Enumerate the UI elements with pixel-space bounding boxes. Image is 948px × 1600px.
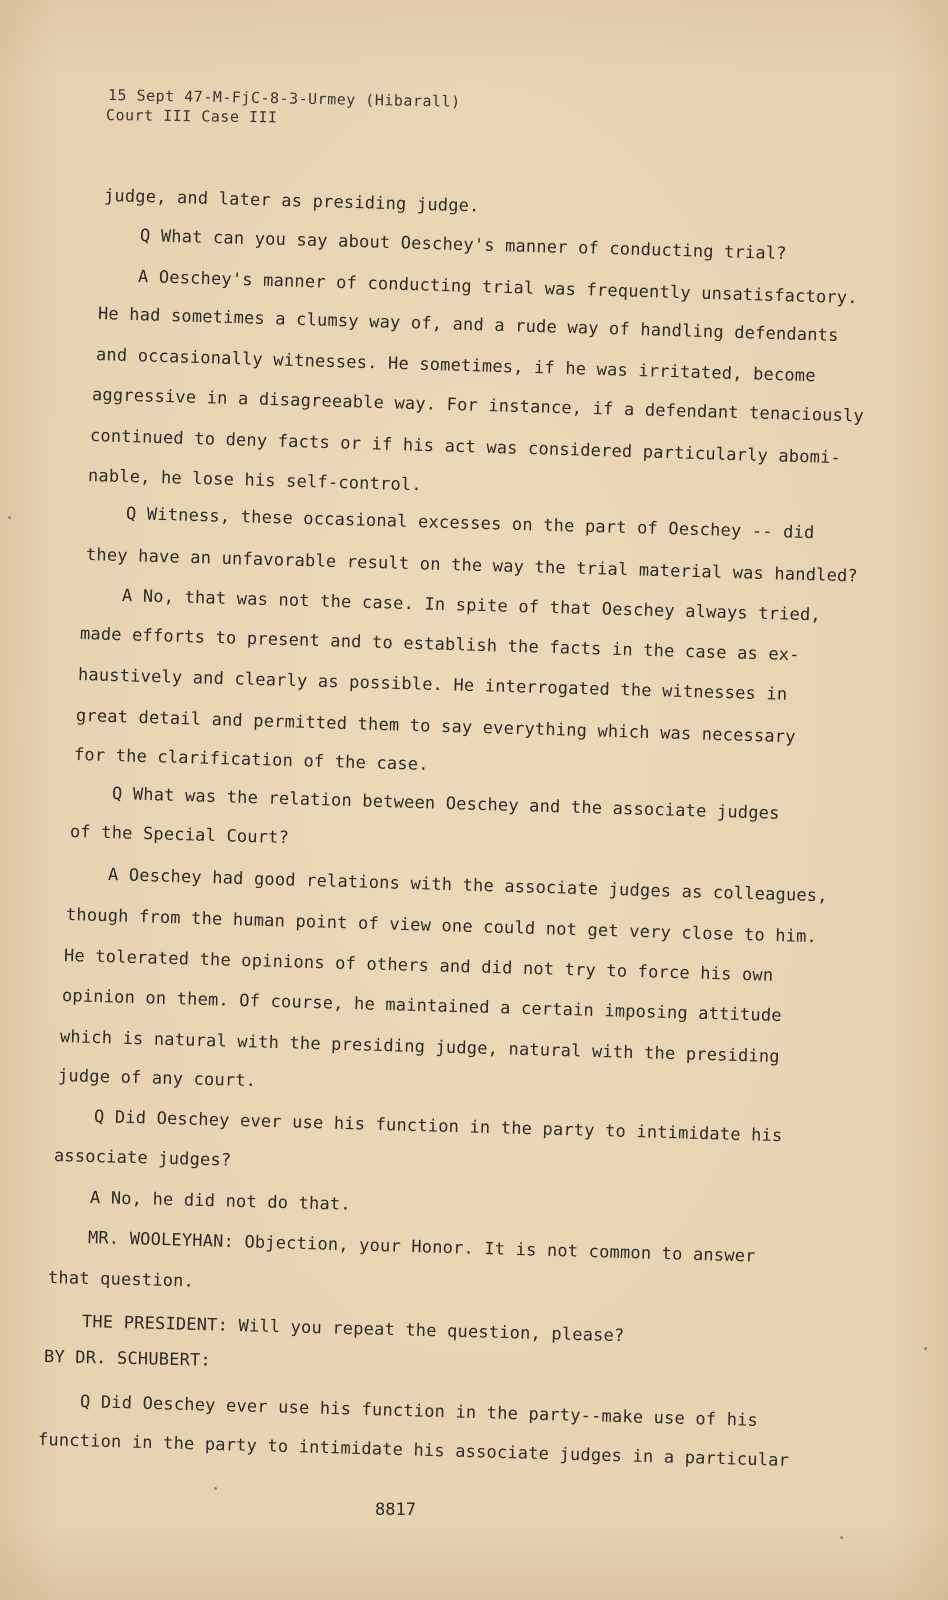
header-line-1: 15 Sept 47-M-FjC-8-3-Urmey (Hibarall) — [107, 86, 461, 111]
paper-speck — [214, 1487, 217, 1490]
body-line: though from the human point of view one could not get very close to him. — [65, 905, 818, 948]
body-line: nable, he lose his self-control. — [87, 466, 423, 496]
header-line-2: Court III Case III — [105, 106, 278, 127]
paper-speck — [840, 1536, 843, 1539]
body-line: continued to deny facts or if his act was considered particularly abomi- — [89, 426, 842, 469]
body-line: they have an unfavorable result on the way the trial material was handled? — [85, 545, 859, 587]
body-line: aggressive in a disagreeable way. For instance, if a defendant tenaciously — [91, 385, 865, 427]
body-line: that question. — [47, 1268, 195, 1292]
paper-speck — [8, 516, 11, 519]
body-line: haustively and clearly as possible. He interrogated the witnesses in — [77, 665, 788, 705]
body-line: He had sometimes a clumsy way of, and a rude way of handling defendants — [97, 304, 839, 346]
body-line: BY DR. SCHUBERT: — [43, 1347, 212, 1371]
body-line: Q Witness, these occasional excesses on the part of Oeschey -- did — [125, 504, 815, 544]
paper-speck — [924, 1347, 927, 1350]
body-line: judge of any court. — [57, 1066, 257, 1092]
body-line: A No, he did not do that. — [89, 1188, 352, 1215]
body-line: for the clarification of the case. — [73, 745, 429, 775]
body-line: A Oeschey had good relations with the associate judges as colleagues, — [107, 865, 828, 907]
body-line: great detail and permitted them to say everything which was necessary — [75, 706, 796, 748]
body-line: MR. WOOLEYHAN: Objection, your Honor. It is not common to answer — [87, 1228, 756, 1267]
body-line: Q Did Oeschey ever use his function in the party--make use of his — [79, 1392, 759, 1431]
body-line: A Oeschey's manner of conducting trial was frequently unsatisfactory. — [137, 267, 858, 309]
body-line: opinion on them. Of course, he maintained a certain imposing attitude — [61, 986, 783, 1027]
body-line: and occasionally witnesses. He sometimes, if he was irritated, become — [95, 345, 816, 387]
body-line: which is natural with the presiding judge, natural with the presiding — [59, 1027, 781, 1068]
body-line: of the Special Court? — [69, 822, 290, 849]
body-line: THE PRESIDENT: Will you repeat the question, please? — [81, 1312, 625, 1347]
body-line: Q What can you say about Oeschey's manner of conducting trial? — [139, 226, 787, 265]
body-line: He tolerated the opinions of others and did not try to force his own — [63, 946, 774, 986]
body-line: Q What was the relation between Oeschey and the associate judges — [111, 784, 780, 824]
page-number: 8817 — [375, 1500, 416, 1520]
body-line: made efforts to present and to establish the facts in the case as ex- — [79, 624, 800, 666]
body-line: associate judges? — [53, 1146, 232, 1171]
body-line: Q Did Oeschey ever use his function in the party to intimidate his — [93, 1107, 783, 1147]
body-line: function in the party to intimidate his associate judges in a particular — [37, 1430, 790, 1471]
body-line: judge, and later as presiding judge. — [103, 186, 480, 217]
body-line: A No, that was not the case. In spite of that Oeschey always tried, — [121, 586, 822, 626]
